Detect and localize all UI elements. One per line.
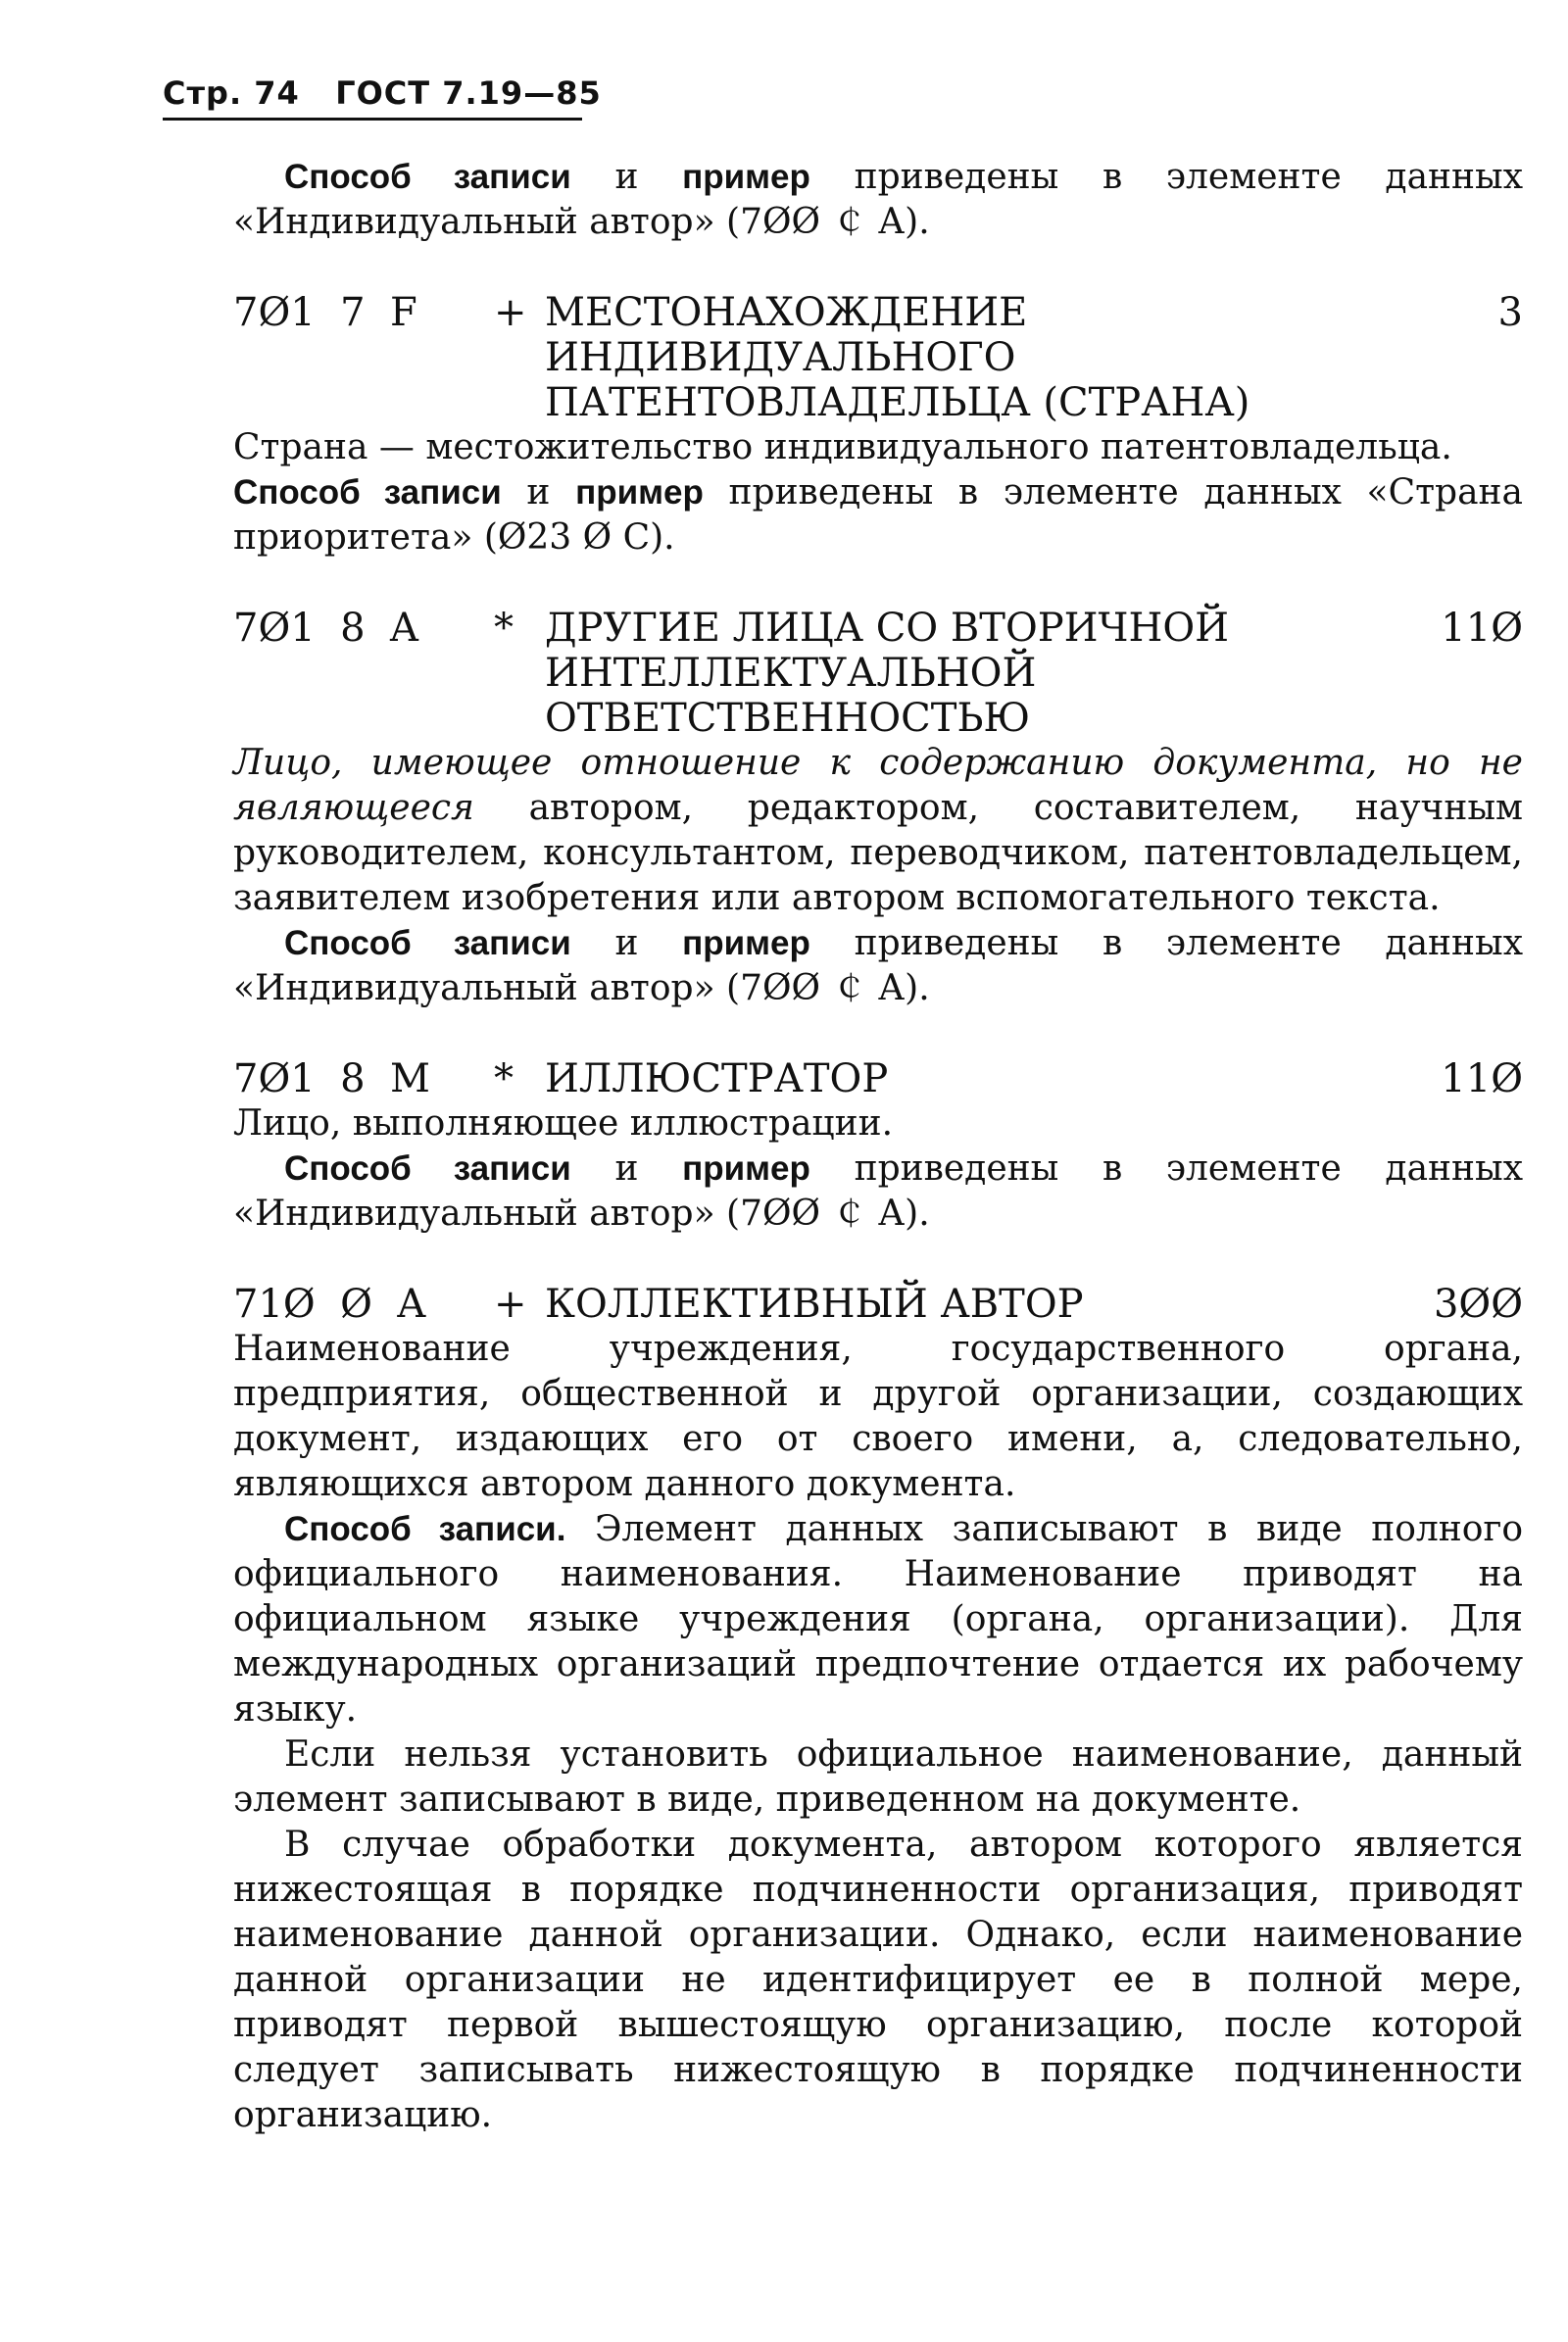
- entry-code: 7Ø1 7 F: [233, 290, 417, 335]
- header-rule: [163, 118, 582, 121]
- entry-number: 11Ø: [1441, 1056, 1523, 1101]
- entry-heading: [233, 1282, 1523, 1327]
- entry-definition: Наименование учреждения, государственного органа, предприятия, общественной и другой организации, создающих документ, издающих его от своего имени, а, следовательно, являющихся автором данного документа.: [233, 1329, 1523, 1504]
- entry-method: Способ записи и пример приведены в элементе данных «Индивидуальный автор» (7ØØ ￠ А).: [233, 923, 1523, 1008]
- entry-code: 7Ø1 8 A: [233, 606, 418, 651]
- page-header: [163, 74, 602, 112]
- entry-heading: [233, 1056, 1523, 1101]
- entry-title: ИЛЛЮСТРАТОР: [545, 1056, 889, 1101]
- page-content: [233, 155, 1523, 2138]
- entry-mark: +: [494, 290, 527, 335]
- entry-heading: [233, 290, 1523, 335]
- standard-code: ГОСТ 7.19—85: [335, 74, 602, 112]
- entry-method: Способ записи и пример приведены в элементе данных «Страна приоритета» (Ø23 Ø С).: [233, 472, 1524, 558]
- entry-method: Способ записи. Элемент данных записывают в виде полного официального наименования. Наименование приводят на официальном языке учреждения (органа, организации). Для международных организаций предпочтение отдается их рабочему языку.: [233, 1509, 1523, 1730]
- entry-code: 7Ø1 8 M: [233, 1056, 430, 1101]
- intro-paragraph: Способ записи и пример приведены в элементе данных «Индивидуальный автор» (7ØØ ￠ А).: [233, 157, 1523, 242]
- entry-number: 3: [1497, 290, 1523, 335]
- entry-title: МЕСТОНАХОЖДЕНИЕ: [545, 290, 1028, 335]
- entry-paragraph: Если нельзя установить официальное наименование, данный элемент записывают в виде, приведенном на документе.: [233, 1734, 1523, 1820]
- entry-definition: Лицо, выполняющее иллюстрации.: [233, 1103, 894, 1144]
- entry-title: КОЛЛЕКТИВНЫЙ АВТОР: [545, 1282, 1084, 1327]
- entry-title-line: ПАТЕНТОВЛАДЕЛЬЦА (СТРАНА): [545, 380, 1250, 425]
- entry-heading: [233, 606, 1523, 651]
- entry-title-line: ИНДИВИДУАЛЬНОГО: [545, 335, 1016, 380]
- entry-mark: *: [494, 1056, 514, 1101]
- entry-method: Способ записи и пример приведены в элементе данных «Индивидуальный автор» (7ØØ ￠ А).: [233, 1148, 1523, 1234]
- page-number: Стр. 74: [163, 74, 300, 112]
- entry-paragraph: В случае обработки документа, автором которого является нижестоящая в порядке подчиненности организация, приводят наименование данной организации. Однако, если наименование данной организации не идентифицирует ее в полной мере, приводят первой вышестоящую организацию, после которой следует записывать нижестоящую в порядке подчиненности организацию.: [233, 1825, 1523, 2135]
- entry-number: 3ØØ: [1433, 1282, 1523, 1327]
- entry-number: 11Ø: [1441, 606, 1523, 651]
- entry-title-line: ОТВЕТСТВЕННОСТЬЮ: [545, 696, 1031, 741]
- entry-mark: *: [494, 606, 514, 651]
- entry-definition: Страна — местожительство индивидуального патентовладельца.: [233, 427, 1452, 467]
- entry-title-line: ИНТЕЛЛЕКТУАЛЬНОЙ: [545, 651, 1037, 696]
- entry-code: 71Ø Ø A: [233, 1282, 426, 1327]
- entry-mark: +: [494, 1282, 527, 1327]
- entry-definition: Лицо, имеющее отношение к содержанию документа, но не являющееся автором, редактором, составителем, научным руководителем, консультантом, переводчиком, патентовладельцем, заявителем изобретения или автором вспомогательного текста.: [233, 743, 1523, 918]
- entry-title: ДРУГИЕ ЛИЦА СО ВТОРИЧНОЙ: [545, 606, 1230, 651]
